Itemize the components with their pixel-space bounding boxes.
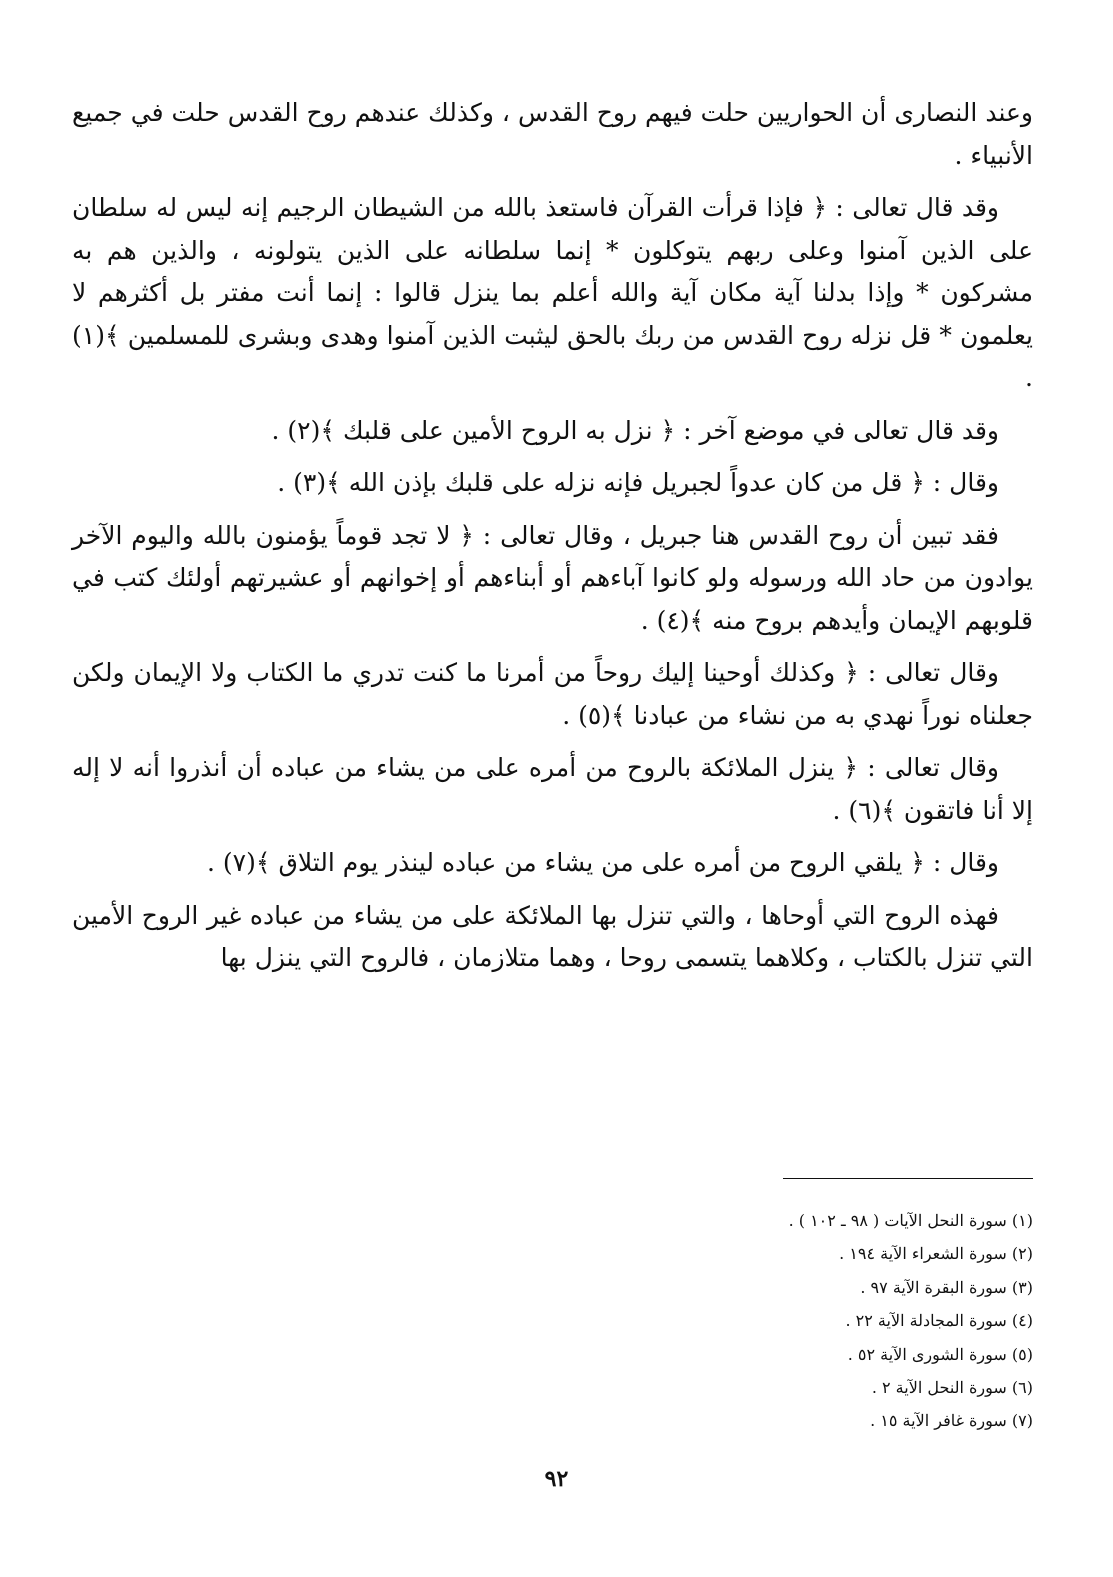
paragraph: فهذه الروح التي أوحاها ، والتي تنزل بها الملائكة على من يشاء من عباده غير الروح الأمين التي تنزل بالكتاب ، وكلاهما يتسمى روحا ، وهما متلازمان ، فالروح التي ينزل بها <box>72 900 1033 972</box>
paragraph: وقال : ﴿ يلقي الروح من أمره على من يشاء من عباده لينذر يوم التلاق ﴾(٧) . <box>207 848 999 877</box>
paragraph: وقال : ﴿ قل من كان عدواً لجبريل فإنه نزله على قلبك بإذن الله ﴾(٣) . <box>277 468 999 497</box>
footnotes <box>500 1204 1033 1438</box>
paragraph: فقد تبين أن روح القدس هنا جبريل ، وقال تعالى : ﴿ لا تجد قوماً يؤمنون بالله واليوم الآخر يوادون من حاد الله ورسوله ولو كانوا آباءهم أو أبناءهم أو إخوانهم أو عشيرتهم أولئك كتب في قلوبهم الإيمان وأيدهم بروح منه ﴾(٤) . <box>72 520 1033 635</box>
footnote: (٦) سورة النحل الآية ٢ . <box>871 1378 1033 1398</box>
footnote: (٢) سورة الشعراء الآية ١٩٤ . <box>839 1244 1033 1264</box>
footnote: (١) سورة النحل الآيات ( ٩٨ ـ ١٠٢ ) . <box>788 1211 1033 1230</box>
footnote: (٣) سورة البقرة الآية ٩٧ . <box>860 1277 1033 1297</box>
footnote-divider <box>783 1178 1033 1179</box>
paragraph: وقال تعالى : ﴿ وكذلك أوحينا إليك روحاً من أمرنا ما كنت تدري ما الكتاب ولا الإيمان ولكن جعلناه نوراً نهدي به من نشاء من عبادنا ﴾(٥) . <box>72 658 1033 730</box>
paragraph: وعند النصارى أن الحواريين حلت فيهم روح القدس ، وكذلك عندهم روح القدس حلت في جميع الأنبياء . <box>72 98 1033 170</box>
paragraph: وقال تعالى : ﴿ ينزل الملائكة بالروح من أمره على من يشاء من عباده أن أنذروا أنه لا إله إلا أنا فاتقون ﴾(٦) . <box>72 753 1033 825</box>
paragraph: وقد قال تعالى : ﴿ فإذا قرأت القرآن فاستعذ بالله من الشيطان الرجيم إنه ليس له سلطان على الذين آمنوا وعلى ربهم يتوكلون * إنما سلطانه على الذين يتولونه ، والذين هم به مشركون * وإذا بدلنا آية مكان آية والله أعلم بما ينزل قالوا : إنما أنت مفتر بل أكثرهم لا يعلمون * قل نزله روح القدس من ربك بالحق ليثبت الذين آمنوا وهدى وبشرى للمسلمين ﴾(١) . <box>72 193 1033 392</box>
main-text <box>72 92 1033 990</box>
footnote: (٥) سورة الشورى الآية ٥٢ . <box>847 1344 1033 1364</box>
footnote: (٤) سورة المجادلة الآية ٢٢ . <box>845 1311 1033 1331</box>
footnote: (٧) سورة غافر الآية ١٥ . <box>870 1411 1033 1431</box>
page-number: ٩٢ <box>544 1466 569 1492</box>
paragraph: وقد قال تعالى في موضع آخر : ﴿ نزل به الروح الأمين على قلبك ﴾(٢) . <box>271 415 999 445</box>
